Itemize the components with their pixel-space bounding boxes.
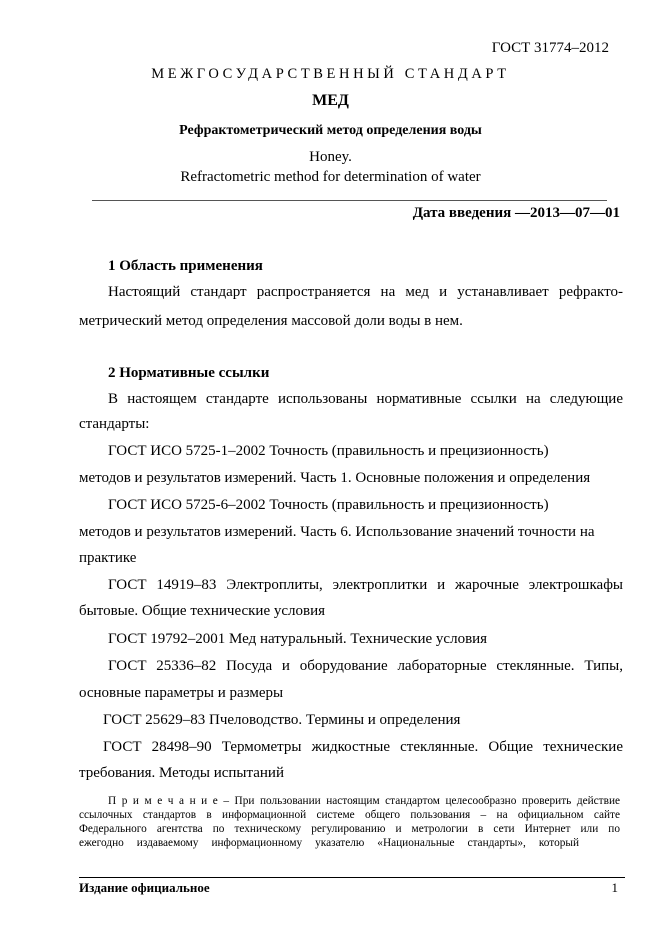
reference-line: практике xyxy=(79,550,137,566)
note-line: ссылочных стандартов в информационной системе общего пользования – на официальном сайте xyxy=(79,809,620,821)
section-1-line: Настоящий стандарт распространяется на мед и устанавливает рефракто- xyxy=(108,284,623,300)
section-2-line: стандарты: xyxy=(79,416,150,432)
reference-line: ГОСТ 14919–83 Электроплиты, электроплитки и жарочные электрошкафы xyxy=(108,577,623,593)
reference-line: ГОСТ 25629–83 Пчеловодство. Термины и определения xyxy=(103,712,461,728)
reference-line: ГОСТ 28498–90 Термометры жидкостные стеклянные. Общие технические xyxy=(103,739,623,755)
note-line: ежегодно издаваемому информационному указателю «Национальные стандарты», который xyxy=(79,837,579,849)
section-2-heading: 2 Нормативные ссылки xyxy=(108,365,270,381)
document-title: МЕД xyxy=(312,92,349,109)
note-line xyxy=(108,795,620,808)
subtitle-english-1: Honey. xyxy=(309,149,352,165)
note-label: П р и м е ч а н и е xyxy=(108,795,218,807)
section-1-heading: 1 Область применения xyxy=(108,258,263,274)
document-number: ГОСТ 31774–2012 xyxy=(491,40,609,56)
header-divider xyxy=(92,200,607,201)
note-line: Федерального агентства по техническому регулированию и метрологии в сети Интернет или по xyxy=(79,823,620,835)
reference-line: требования. Методы испытаний xyxy=(79,765,284,781)
reference-line: ГОСТ 25336–82 Посуда и оборудование лабораторные стеклянные. Типы, xyxy=(108,658,623,674)
page-number: 1 xyxy=(611,880,618,895)
footer-divider xyxy=(79,877,625,878)
reference-line: методов и результатов измерений. Часть 6. Использование значений точности на xyxy=(79,524,595,540)
reference-line: ГОСТ ИСО 5725-6–2002 Точность (правильность и прецизионность) xyxy=(108,497,549,513)
reference-line: методов и результатов измерений. Часть 1. Основные положения и определения xyxy=(79,470,591,486)
reference-line: ГОСТ ИСО 5725-1–2002 Точность (правильность и прецизионность) xyxy=(108,443,549,459)
interstate-standard-label: МЕЖГОСУДАРСТВЕННЫЙ СТАНДАРТ xyxy=(151,66,510,82)
note-text: – При пользовании настоящим стандартом целесообразно проверить действие xyxy=(223,795,621,807)
section-2-line: В настоящем стандарте использованы нормативные ссылки на следующие xyxy=(108,391,623,407)
introduction-date: Дата введения —2013—07—01 xyxy=(412,205,620,221)
reference-line: ГОСТ 19792–2001 Мед натуральный. Технические условия xyxy=(108,631,488,647)
reference-line: бытовые. Общие технические условия xyxy=(79,603,326,619)
edition-label: Издание официальное xyxy=(79,880,210,895)
reference-line: основные параметры и размеры xyxy=(79,685,284,701)
subtitle-russian: Рефрактометрический метод определения воды xyxy=(179,123,482,138)
section-1-line: метрический метод определения массовой доли воды в нем. xyxy=(79,313,463,329)
subtitle-english-2: Refractometric method for determination of water xyxy=(180,169,481,185)
